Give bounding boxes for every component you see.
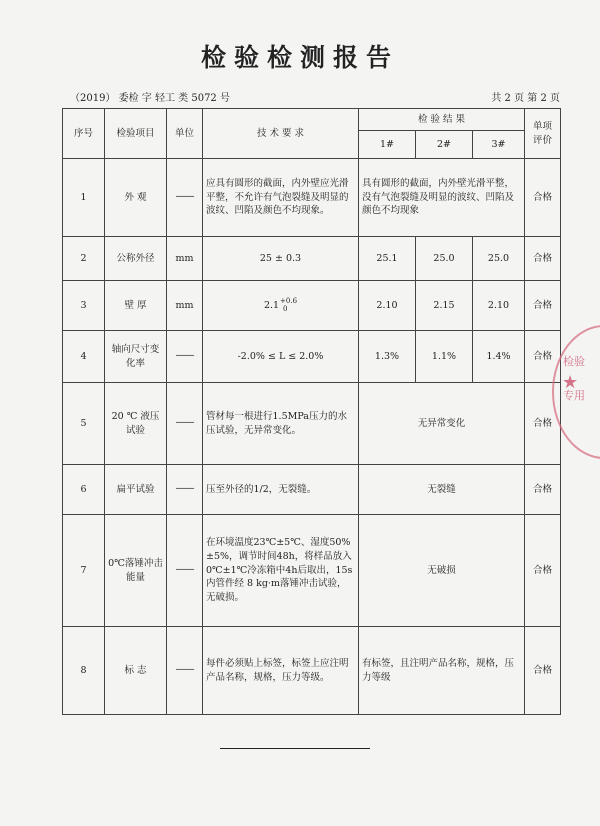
header-verdict xyxy=(525,109,561,159)
row-result: 无裂缝 xyxy=(359,465,525,515)
row-no: 4 xyxy=(63,331,105,383)
row-result-1: 25.1 xyxy=(359,237,416,281)
seal-star-icon: ★ xyxy=(562,372,579,393)
row-requirement: 每件必须贴上标签，标签上应注明产品名称，规格，压力等级。 xyxy=(203,627,359,715)
row-unit: mm xyxy=(167,237,203,281)
table-row xyxy=(63,281,561,331)
header-requirement: 技 术 要 求 xyxy=(203,109,359,159)
seal-text-line2: 专用 xyxy=(563,389,585,402)
header-verdict-line2: 评价 xyxy=(533,134,553,146)
row-requirement xyxy=(203,281,359,331)
table-row xyxy=(63,465,561,515)
row-requirement: 压至外径的1/2，无裂缝。 xyxy=(203,465,359,515)
table-row xyxy=(63,159,561,237)
page-title: 检验检测报告 xyxy=(200,43,399,72)
row-item: 外 观 xyxy=(105,159,167,237)
row-requirement: 管材每一根进行1.5MPa压力的水压试验，无异常变化。 xyxy=(203,383,359,465)
row-result-2: 2.15 xyxy=(416,281,473,331)
header-sample-3: 3# xyxy=(473,131,525,159)
row-verdict: 合格 xyxy=(525,627,561,715)
row-verdict: 合格 xyxy=(525,331,561,383)
row-verdict: 合格 xyxy=(525,465,561,515)
row-item: 公称外径 xyxy=(105,237,167,281)
row-unit: —— xyxy=(167,515,203,627)
seal-text xyxy=(563,345,585,413)
row-result: 具有圆形的截面，内外壁光滑平整，没有气泡裂缝及明显的波纹、凹陷及颜色不均现象 xyxy=(359,159,525,237)
end-line-divider xyxy=(220,748,370,749)
row-verdict: 合格 xyxy=(525,515,561,627)
row-unit: —— xyxy=(167,331,203,383)
row-result-3: 1.4% xyxy=(473,331,525,383)
table-row xyxy=(63,515,561,627)
row-result: 有标签，且注明产品名称，规格，压力等级 xyxy=(359,627,525,715)
row-item: 标 志 xyxy=(105,627,167,715)
table-row xyxy=(63,627,561,715)
row-requirement: -2.0% ≤ L ≤ 2.0% xyxy=(203,331,359,383)
row-no: 7 xyxy=(63,515,105,627)
seal-text-line1: 检验 xyxy=(563,355,585,368)
report-number: （2019） 委检 字 轻工 类 5072 号 xyxy=(70,93,230,104)
thickness-upper: +0.6 xyxy=(280,296,298,305)
row-unit: mm xyxy=(167,281,203,331)
table-row xyxy=(63,383,561,465)
row-unit: —— xyxy=(167,383,203,465)
header-item: 检验项目 xyxy=(105,109,167,159)
row-result-1: 1.3% xyxy=(359,331,416,383)
header-verdict-line1: 单项 xyxy=(533,120,553,132)
row-item: 壁 厚 xyxy=(105,281,167,331)
header-sample-2: 2# xyxy=(416,131,473,159)
row-unit: —— xyxy=(167,627,203,715)
row-result: 无破损 xyxy=(359,515,525,627)
row-verdict: 合格 xyxy=(525,383,561,465)
inspection-table xyxy=(62,108,561,715)
row-no: 2 xyxy=(63,237,105,281)
page-info: 共 2 页 第 2 页 xyxy=(491,93,560,104)
row-unit: —— xyxy=(167,465,203,515)
header-no: 序号 xyxy=(63,109,105,159)
row-item: 20 ℃ 液压试验 xyxy=(105,383,167,465)
row-verdict: 合格 xyxy=(525,281,561,331)
row-item: 0℃落锤冲击能量 xyxy=(105,515,167,627)
row-result-3: 25.0 xyxy=(473,237,525,281)
row-item: 扁平试验 xyxy=(105,465,167,515)
row-requirement: 25 ± 0.3 xyxy=(203,237,359,281)
thickness-base: 2.1 xyxy=(263,300,280,311)
header-result: 检 验 结 果 xyxy=(359,109,525,131)
thickness-lower: 0 xyxy=(283,304,288,313)
header-unit: 单位 xyxy=(167,109,203,159)
table-row xyxy=(63,331,561,383)
row-unit: —— xyxy=(167,159,203,237)
row-no: 1 xyxy=(63,159,105,237)
row-no: 5 xyxy=(63,383,105,465)
row-requirement: 应具有圆形的截面，内外壁应光滑平整，不允许有气泡裂缝及明显的波纹、凹陷及颜色不均现象。 xyxy=(203,159,359,237)
row-no: 3 xyxy=(63,281,105,331)
row-no: 8 xyxy=(63,627,105,715)
row-item: 轴向尺寸变化率 xyxy=(105,331,167,383)
row-no: 6 xyxy=(63,465,105,515)
row-requirement: 在环境温度23℃±5℃、湿度50%±5%，调节时间48h，将样品放入0℃±1℃冷冻箱中4h后取出，15s内管件经 8 kg·m落锤冲击试验，无破损。 xyxy=(203,515,359,627)
table-row xyxy=(63,237,561,281)
row-result-1: 2.10 xyxy=(359,281,416,331)
row-result: 无异常变化 xyxy=(359,383,525,465)
row-result-2: 1.1% xyxy=(416,331,473,383)
row-verdict: 合格 xyxy=(525,237,561,281)
row-result-3: 2.10 xyxy=(473,281,525,331)
row-verdict: 合格 xyxy=(525,159,561,237)
row-result-2: 25.0 xyxy=(416,237,473,281)
header-sample-1: 1# xyxy=(359,131,416,159)
